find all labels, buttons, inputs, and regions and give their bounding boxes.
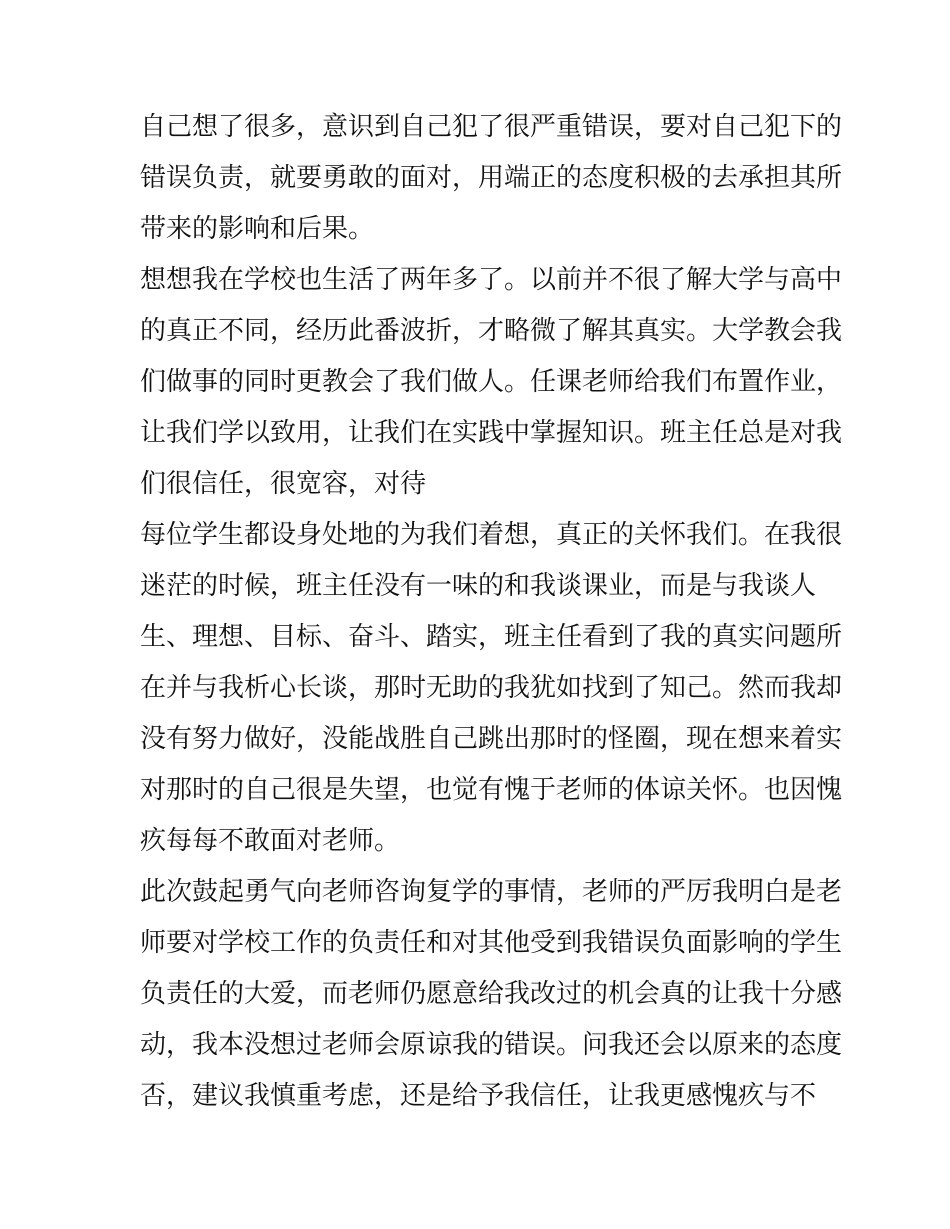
text-line: 错误负责，就要勇敢的面对，用端正的态度积极的去承担其所 (140, 163, 843, 193)
text-line: 对那时的自己很是失望，也觉有愧于老师的体谅关怀。也因愧 (140, 775, 843, 805)
text-line: 让我们学以致用，让我们在实践中掌握知识。班主任总是对我 (140, 418, 843, 448)
text-line: 否，建议我慎重考虑，还是给予我信任，让我更感愧疚与不 (140, 1081, 817, 1111)
text-line: 带来的影响和后果。 (140, 214, 375, 244)
text-line: 此次鼓起勇气向老师咨询复学的事情，老师的严厉我明白是老 (140, 877, 843, 907)
text-line: 生、理想、目标、奋斗、踏实，班主任看到了我的真实问题所 (140, 622, 843, 652)
text-line: 想想我在学校也生活了两年多了。以前并不很了解大学与高中 (140, 265, 843, 295)
text-line: 迷茫的时候，班主任没有一味的和我谈课业，而是与我谈人 (140, 571, 817, 601)
text-line: 疚每每不敢面对老师。 (140, 826, 401, 856)
text-line: 师要对学校工作的负责任和对其他受到我错误负面影响的学生 (140, 928, 843, 958)
text-line: 们很信任，很宽容，对待 (140, 469, 427, 499)
text-line: 负责任的大爱，而老师仍愿意给我改过的机会真的让我十分感 (140, 979, 843, 1009)
text-line: 在并与我析心长谈，那时无助的我犹如找到了知己。然而我却 (140, 673, 843, 703)
text-line: 动，我本没想过老师会原谅我的错误。问我还会以原来的态度 (140, 1030, 843, 1060)
text-line: 每位学生都设身处地的为我们着想，真正的关怀我们。在我很 (140, 520, 843, 550)
text-line: 们做事的同时更教会了我们做人。任课老师给我们布置作业， (140, 367, 843, 397)
text-line: 的真正不同，经历此番波折，才略微了解其真实。大学教会我 (140, 316, 843, 346)
text-line: 没有努力做好，没能战胜自己跳出那时的怪圈，现在想来着实 (140, 724, 843, 754)
document-body (140, 102, 843, 1122)
text-line: 自己想了很多，意识到自己犯了很严重错误，要对自己犯下的 (140, 112, 843, 142)
